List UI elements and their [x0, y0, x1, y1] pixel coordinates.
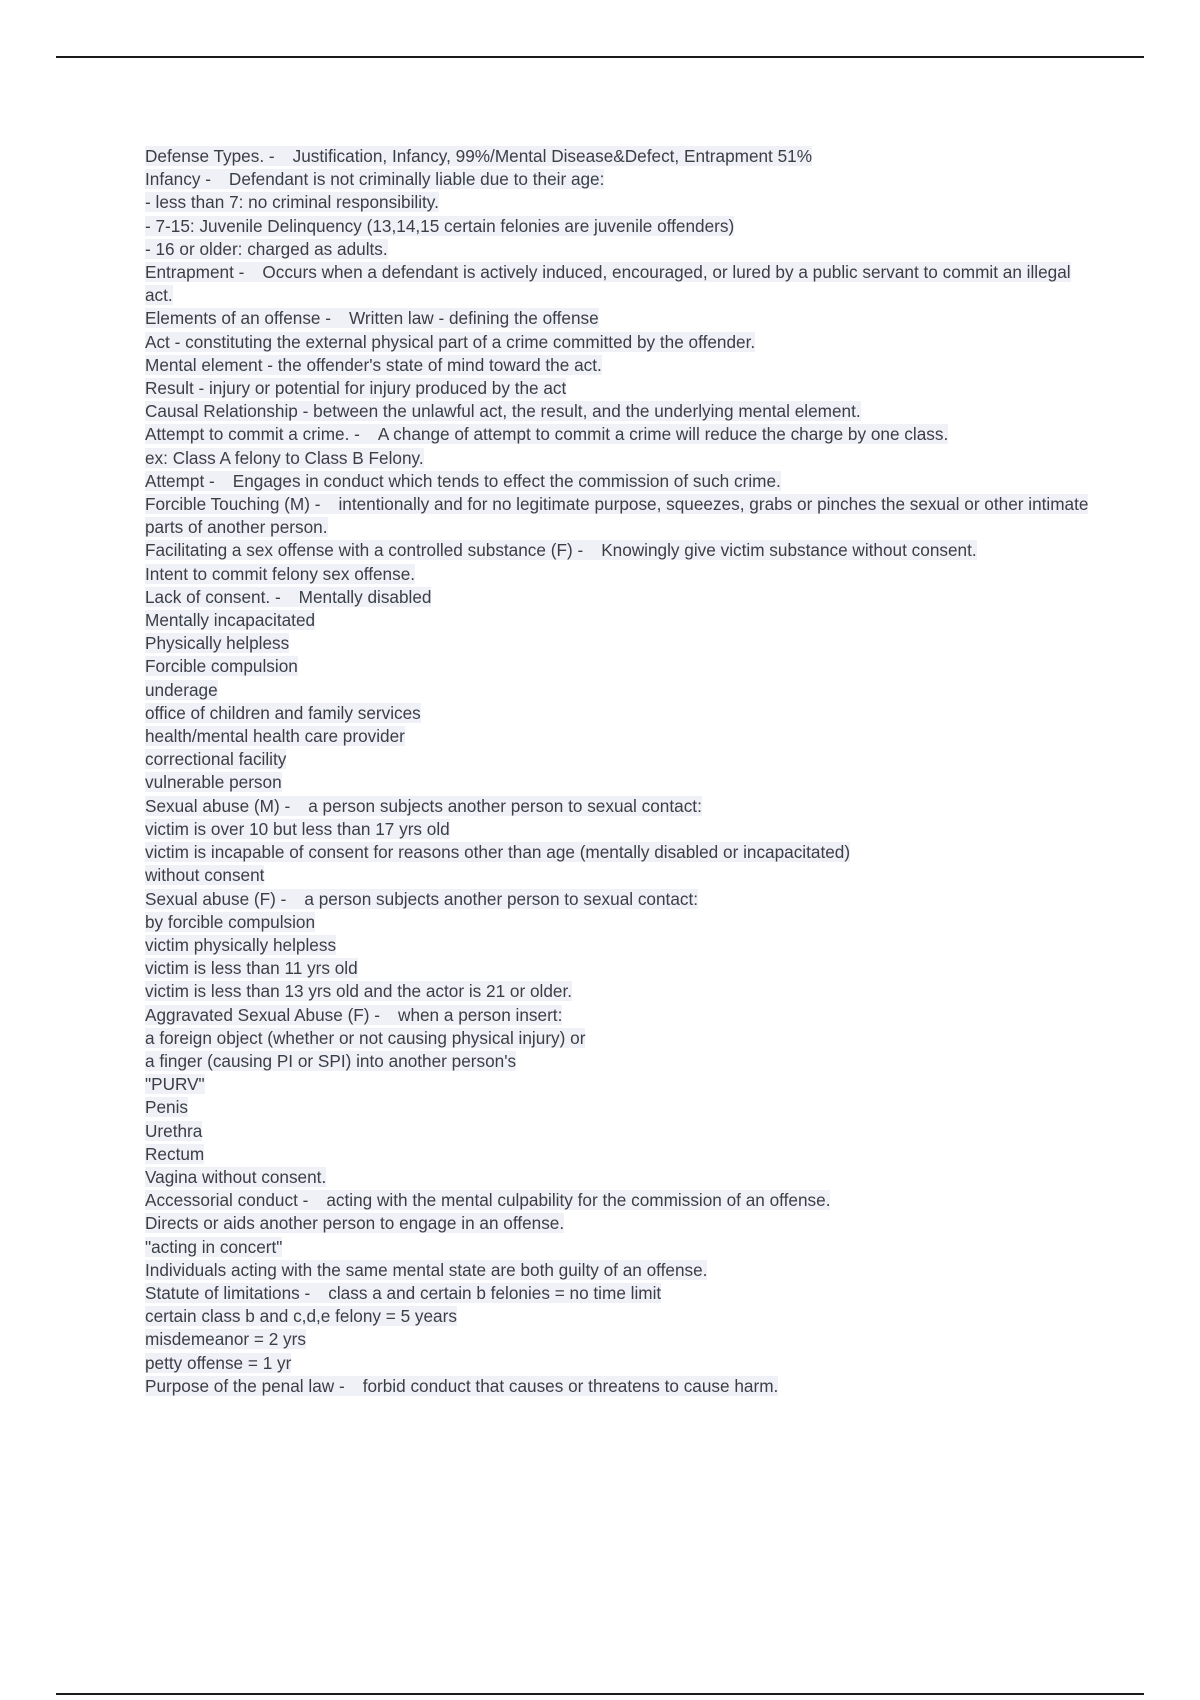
- entry-term: Purpose of the penal law -: [145, 1375, 345, 1396]
- line-text: Intent to commit felony sex offense.: [145, 563, 416, 584]
- entry-definition: a person subjects another person to sexual contact:: [304, 888, 699, 909]
- header-rule: [56, 56, 1144, 58]
- line-text: [145, 471, 781, 491]
- entry-definition: A change of attempt to commit a crime will reduce the charge by one class.: [377, 424, 949, 445]
- text-line: [145, 632, 1095, 655]
- text-line: [145, 1050, 1095, 1073]
- text-line: [145, 563, 1095, 586]
- entry-definition: a person subjects another person to sexual contact:: [308, 795, 702, 816]
- text-line: [145, 400, 1095, 423]
- entry-term: Defense Types. -: [145, 146, 275, 166]
- text-line: [145, 818, 1095, 841]
- text-line: [145, 980, 1095, 1003]
- line-text: victim physically helpless: [145, 934, 337, 955]
- line-text: [145, 1376, 778, 1396]
- entry-term: Attempt to commit a crime. -: [145, 424, 360, 445]
- entry-definition: when a person insert:: [398, 1004, 563, 1025]
- text-line: [145, 911, 1095, 934]
- line-text: [145, 1283, 661, 1303]
- footer-rule: [56, 1693, 1144, 1695]
- flashcard-entry: [145, 586, 1095, 609]
- text-line: [145, 1073, 1095, 1096]
- line-text: correctional facility: [145, 749, 287, 770]
- text-line: [145, 1259, 1095, 1282]
- flashcard-entry: [145, 1375, 1095, 1398]
- line-text: [145, 1005, 562, 1025]
- line-text: [145, 587, 431, 607]
- flashcard-entry: [145, 168, 1095, 191]
- line-text: [145, 146, 812, 166]
- text-line: [145, 1120, 1095, 1143]
- line-text: - 16 or older: charged as adults.: [145, 238, 388, 259]
- line-text: [145, 1190, 830, 1210]
- text-line: [145, 1328, 1095, 1351]
- line-text: Penis: [145, 1097, 188, 1118]
- entry-term: Entrapment -: [145, 262, 245, 283]
- flashcard-entry: [145, 888, 1095, 911]
- line-text: [145, 169, 604, 189]
- text-line: [145, 238, 1095, 261]
- line-text: Act - constituting the external physical part of a crime committed by the offender.: [145, 331, 756, 352]
- line-text: victim is less than 13 yrs old and the actor is 21 or older.: [145, 981, 573, 1002]
- entry-term: Sexual abuse (F) -: [145, 888, 287, 909]
- entry-term: Aggravated Sexual Abuse (F) -: [145, 1004, 381, 1025]
- line-text: victim is less than 11 yrs old: [145, 958, 358, 979]
- entry-definition: intentionally and for no legitimate purpose, squeezes, grabs or pinches the sexual or other intimate parts of another person.: [145, 494, 1089, 538]
- text-line: [145, 191, 1095, 214]
- line-text: [145, 796, 702, 816]
- line-text: Mentally incapacitated: [145, 610, 316, 631]
- text-line: [145, 771, 1095, 794]
- flashcard-entry: [145, 1189, 1095, 1212]
- line-text: victim is over 10 but less than 17 yrs old: [145, 818, 450, 839]
- entry-definition: Mentally disabled: [298, 586, 432, 607]
- line-text: by forcible compulsion: [145, 911, 316, 932]
- entry-definition: Occurs when a defendant is actively induced, encouraged, or lured by a public servant to commit an illegal act.: [145, 262, 1071, 306]
- text-line: [145, 748, 1095, 771]
- text-line: [145, 331, 1095, 354]
- entry-term: Elements of an offense -: [145, 308, 331, 329]
- line-text: without consent: [145, 865, 265, 886]
- line-text: ex: Class A felony to Class B Felony.: [145, 447, 424, 468]
- entry-definition: Justification, Infancy, 99%/Mental Disease&Defect, Entrapment 51%: [292, 146, 813, 166]
- text-line: [145, 864, 1095, 887]
- line-text: certain class b and c,d,e felony = 5 years: [145, 1306, 457, 1327]
- line-text: a finger (causing PI or SPI) into another person's: [145, 1050, 517, 1071]
- entry-term: Lack of consent. -: [145, 586, 281, 607]
- flashcard-entry: [145, 470, 1095, 493]
- line-text: [145, 262, 1071, 305]
- entry-definition: Knowingly give victim substance without consent.: [601, 540, 977, 561]
- text-line: [145, 1166, 1095, 1189]
- line-text: Result - injury or potential for injury produced by the act: [145, 378, 567, 399]
- entry-term: Facilitating a sex offense with a controlled substance (F) -: [145, 540, 584, 561]
- flashcard-entry: [145, 539, 1095, 562]
- line-text: "PURV": [145, 1074, 205, 1095]
- document-body: [145, 145, 1095, 1398]
- entry-term: Infancy -: [145, 169, 211, 190]
- line-text: petty offense = 1 yr: [145, 1352, 292, 1373]
- entry-term: Statute of limitations -: [145, 1282, 311, 1303]
- text-line: [145, 1236, 1095, 1259]
- flashcard-entry: [145, 145, 1095, 168]
- line-text: office of children and family services: [145, 702, 421, 723]
- line-text: - 7-15: Juvenile Delinquency (13,14,15 certain felonies are juvenile offenders): [145, 215, 735, 236]
- entry-definition: Engages in conduct which tends to effect the commission of such crime.: [232, 470, 781, 491]
- entry-term: Attempt -: [145, 470, 215, 491]
- text-line: [145, 679, 1095, 702]
- line-text: vulnerable person: [145, 772, 282, 793]
- text-line: [145, 841, 1095, 864]
- text-line: [145, 1212, 1095, 1235]
- line-text: misdemeanor = 2 yrs: [145, 1329, 306, 1350]
- text-line: [145, 1096, 1095, 1119]
- text-line: [145, 1352, 1095, 1375]
- line-text: health/mental health care provider: [145, 726, 405, 747]
- text-line: [145, 702, 1095, 725]
- line-text: underage: [145, 679, 218, 700]
- text-line: [145, 609, 1095, 632]
- text-line: [145, 1027, 1095, 1050]
- line-text: - less than 7: no criminal responsibility.: [145, 192, 439, 213]
- text-line: [145, 934, 1095, 957]
- text-line: [145, 1143, 1095, 1166]
- entry-term: Accessorial conduct -: [145, 1190, 309, 1211]
- line-text: a foreign object (whether or not causing physical injury) or: [145, 1027, 586, 1048]
- text-line: [145, 725, 1095, 748]
- entry-definition: forbid conduct that causes or threatens to cause harm.: [362, 1375, 779, 1396]
- line-text: Urethra: [145, 1120, 203, 1141]
- flashcard-entry: [145, 1004, 1095, 1027]
- line-text: [145, 889, 698, 909]
- line-text: Vagina without consent.: [145, 1166, 327, 1187]
- entry-definition: class a and certain b felonies = no time limit: [328, 1282, 662, 1303]
- line-text: [145, 308, 599, 328]
- line-text: Rectum: [145, 1143, 205, 1164]
- line-text: [145, 494, 1088, 537]
- line-text: Causal Relationship - between the unlawful act, the result, and the underlying mental element.: [145, 401, 861, 422]
- entry-definition: Written law - defining the offense: [349, 308, 599, 329]
- entry-definition: Defendant is not criminally liable due to their age:: [228, 169, 605, 190]
- entry-definition: acting with the mental culpability for the commission of an offense.: [326, 1190, 831, 1211]
- flashcard-entry: [145, 1282, 1095, 1305]
- line-text: Directs or aids another person to engage in an offense.: [145, 1213, 565, 1234]
- line-text: Individuals acting with the same mental state are both guilty of an offense.: [145, 1259, 708, 1280]
- text-line: [145, 1305, 1095, 1328]
- line-text: Mental element - the offender's state of mind toward the act.: [145, 354, 602, 375]
- line-text: victim is incapable of consent for reasons other than age (mentally disabled or incapacitated): [145, 842, 851, 863]
- entry-term: Forcible Touching (M) -: [145, 494, 321, 515]
- line-text: Forcible compulsion: [145, 656, 298, 677]
- text-line: [145, 377, 1095, 400]
- line-text: "acting in concert": [145, 1236, 283, 1257]
- entry-term: Sexual abuse (M) -: [145, 795, 291, 816]
- text-line: [145, 215, 1095, 238]
- line-text: [145, 540, 977, 560]
- text-line: [145, 957, 1095, 980]
- flashcard-entry: [145, 795, 1095, 818]
- line-text: [145, 424, 948, 444]
- flashcard-entry: [145, 493, 1095, 539]
- flashcard-entry: [145, 307, 1095, 330]
- line-text: Physically helpless: [145, 633, 290, 654]
- flashcard-entry: [145, 261, 1095, 307]
- text-line: [145, 655, 1095, 678]
- text-line: [145, 447, 1095, 470]
- flashcard-entry: [145, 423, 1095, 446]
- text-line: [145, 354, 1095, 377]
